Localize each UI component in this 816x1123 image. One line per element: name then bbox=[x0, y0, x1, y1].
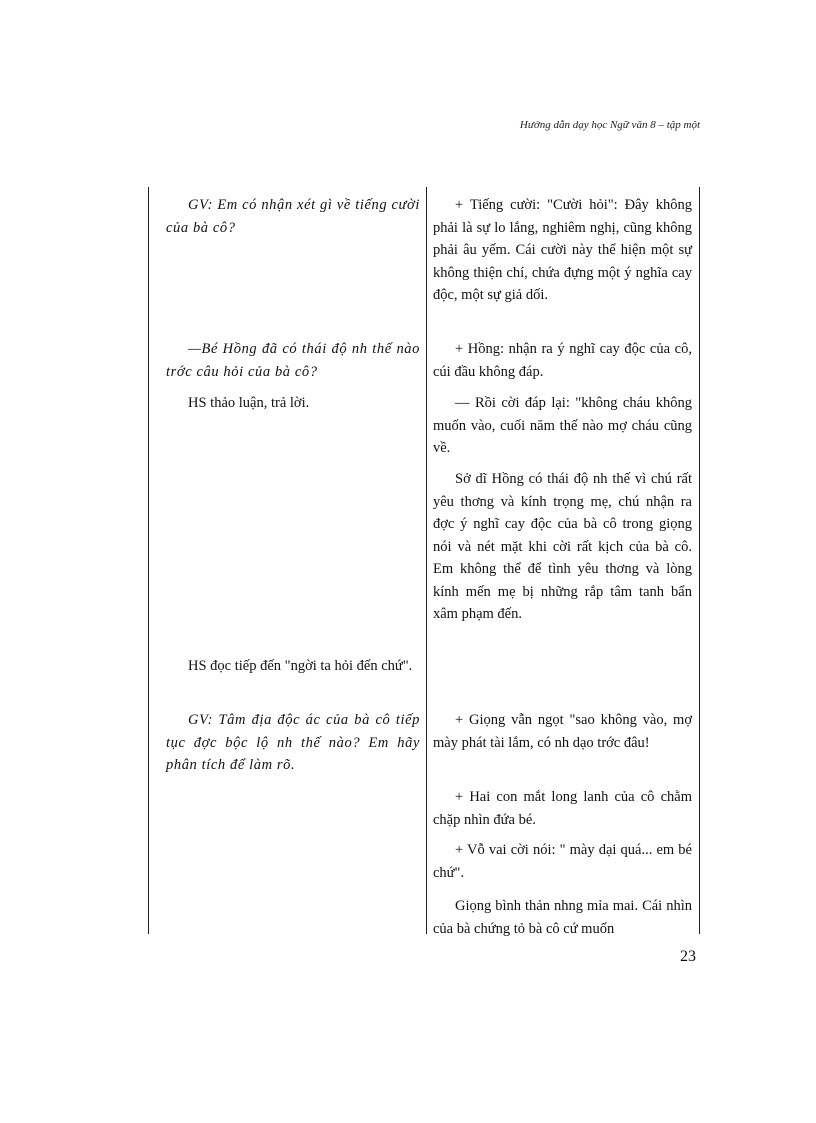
table-border-middle bbox=[426, 187, 427, 934]
row-1-question: GV: Em có nhận xét gì về tiếng cười của bà cô? bbox=[166, 197, 420, 236]
row-5-question: GV: Tâm địa độc ác của bà cô tiếp tục đợc bộc lộ nh thế nào? Em hãy phân tích để làm rõ. bbox=[166, 712, 420, 773]
table-border-right bbox=[699, 187, 700, 934]
row-5-answer-a: + Giọng vẫn ngọt "sao không vào, mợ mày phát tài lắm, có nh dạo trớc đâu! bbox=[433, 712, 692, 751]
row-5-answer-c: + Vỗ vai cời nói: " mày dại quá... em bé chứ". bbox=[433, 842, 692, 881]
row-2-question: —Bé Hồng đã có thái độ nh thế nào trớc câu hỏi của bà cô? bbox=[166, 341, 420, 380]
page-number: 23 bbox=[680, 948, 696, 965]
row-3-answer-a: — Rồi cời đáp lại: "không cháu không muốn vào, cuối năm thế nào mợ cháu cũng về. bbox=[433, 395, 692, 456]
row-3-answer-b: Sở dĩ Hồng có thái độ nh thế vì chú rất yêu thơng và kính trọng mẹ, chú nhận ra đợc ý nghĩ cay độc của bà cô trong giọng nói và nét mặt khi cời rất kịch của bà cô. Em không thể để tình yêu thơng và lòng kính mến mẹ bị những rắp tâm tanh bẩn xâm phạm đến. bbox=[433, 471, 692, 622]
row-3-activity: HS thảo luận, trả lời. bbox=[188, 395, 310, 411]
row-5-answer-d: Giọng bình thản nhng mỉa mai. Cái nhìn của bà chứng tỏ bà cô cứ muốn bbox=[433, 898, 692, 937]
row-5-answer-b: + Hai con mắt long lanh của cô chằm chặp nhìn đứa bé. bbox=[433, 789, 692, 828]
running-header: Hướng dẫn dạy học Ngữ văn 8 – tập một bbox=[519, 119, 700, 131]
lesson-table bbox=[148, 187, 700, 937]
table-border-left bbox=[148, 187, 149, 934]
row-4-activity: HS đọc tiếp đến "ngời ta hỏi đến chứ". bbox=[188, 658, 413, 674]
row-2-answer: + Hồng: nhận ra ý nghĩ cay độc của cô, cúi đầu không đáp. bbox=[433, 341, 692, 380]
row-1-answer: + Tiếng cười: "Cười hỏi": Đây không phải là sự lo lắng, nghiêm nghị, cũng không phải âu yếm. Cái cười này thể hiện một sự không thiện chí, chứa đựng một ý nghĩa cay độc, một sự giả dối. bbox=[433, 197, 692, 303]
